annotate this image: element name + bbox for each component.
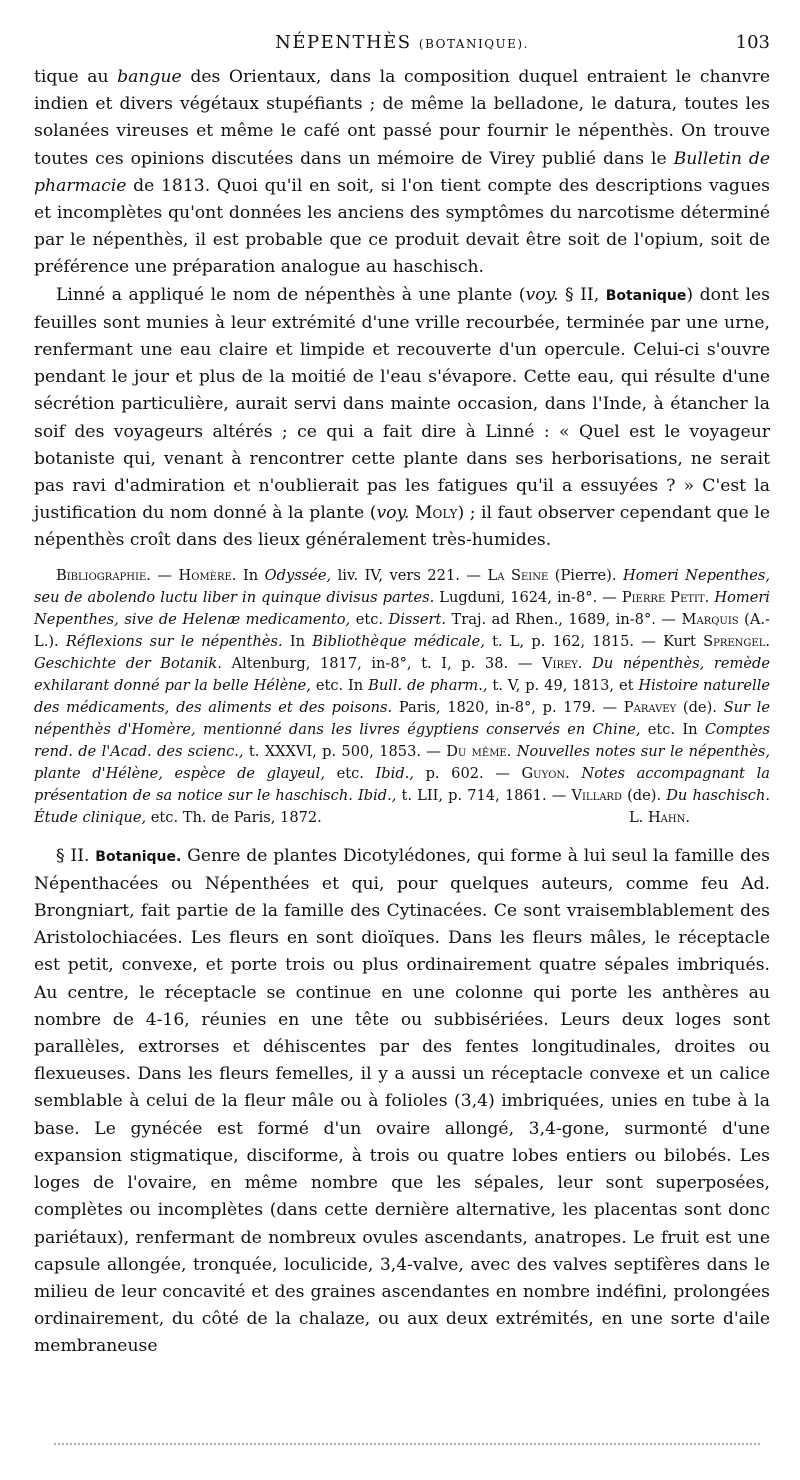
author-name: Virey. [541, 654, 583, 672]
work-title: Du népenthès, remède exhilarant donné par la belle Hélène, [34, 654, 770, 694]
paragraph-1 [34, 64, 770, 282]
work-title: Notes accompagnant la présentation de sa notice sur le haschisch. Ibid., [34, 764, 770, 804]
section-number: § II. [56, 845, 96, 866]
work-title: Sur le népenthès d'Homère, mentionné dans les livres égyptiens conservés en Chine, [34, 698, 770, 738]
text-run: ) dont les feuilles sont munies à leur extrémité d'une vrille recourbée, terminée par une urne, renfermant une eau claire et limpide et recouverte d'un opercule. Celui-ci s'ouvre pendant le jour et plus de la moitié de l'eau s'évapore. Cette eau, qui résulte d'une sécrétion particulière, aurait servi dans mainte occasion, dans l'Inde, à étancher la soif des voyageurs altérés ; ce qui a fait dire à Linné : « Quel est le voyageur botaniste qui, venant à rencontrer cette plante dans ses herborisations, ne serait pas ravi d'admiration et n'oublierait pas les fatigues qu'il a essuyées ? » C'est la justification du nom donné à la plante ( [34, 284, 770, 524]
text-run: (Pierre). [548, 566, 624, 584]
text-run [570, 765, 582, 782]
text-run: t. L, p. 162, 1815. — Kurt [484, 632, 704, 650]
text-run: (A.-L.). [34, 610, 770, 650]
text-run: (de). [676, 698, 724, 716]
text-run [583, 655, 593, 672]
page-number: 103 [735, 32, 770, 53]
work-title: Odyssée, [264, 566, 332, 584]
text-run: t. LII, p. 714, 1861. — [396, 786, 572, 804]
text-run: Linné a appliqué le nom de népenthès à une plante ( [56, 284, 526, 305]
section-botanique [34, 843, 770, 1361]
section-reference: Botanique [605, 287, 687, 304]
author-name: La Seine [487, 566, 549, 584]
work-title: Comptes rend. de l'Acad. des scienc., [34, 720, 770, 760]
work-title: Dissert. [388, 610, 447, 628]
text-run: Traj. ad Rhen., 1689, in-8°. — [446, 610, 682, 628]
document-page [34, 0, 770, 1480]
header-title: NÉPENTHÈS [275, 32, 412, 53]
work-title: Homeri Nepenthes, seu de abolendo luctu liber in quinque divisus partes. [34, 566, 770, 606]
work-title: Homeri Nepenthes, sive de Helenæ medicamento, [34, 588, 770, 628]
text-run: Lugduni, 1624, in-8°. — [434, 588, 622, 606]
text-run: des Orientaux, dans la composition duquel entraient le chanvre indien et divers végétaux stupéfiants ; de même la belladone, le datura, toutes les solanées vireuses et même le café ont passé pour fournir le népenthès. On trouve toutes ces opinions discutées dans un mémoire de Virey publié dans le [34, 67, 770, 169]
paragraph-2 [34, 282, 770, 555]
work-title: Nouvelles notes sur le népenthès, plante d'Hélène, espèce de glayeul, [34, 742, 771, 782]
text-run: — [150, 566, 179, 584]
text-run: etc. In [640, 720, 705, 738]
text-run: t. V, p. 49, 1813, et [487, 676, 639, 694]
italic-run: voy. [376, 503, 410, 524]
author-name: Marquis [681, 610, 739, 628]
text-run: In [236, 566, 265, 584]
author-name: Pierre Petit. [621, 588, 710, 606]
running-title [34, 32, 770, 53]
smallcaps-run: Moly [414, 503, 458, 524]
work-title: Ibid., [375, 764, 414, 782]
text-run: Paris, 1820, in-8°, p. 179. — [392, 698, 624, 716]
author-name: Villard [571, 786, 622, 804]
text-run: etc. [324, 764, 376, 782]
footer-dotted-rule [54, 1443, 760, 1445]
text-run: tique au [34, 67, 118, 87]
text-run: etc. In [310, 676, 369, 694]
work-title: Du haschisch. Étude clinique, [34, 786, 770, 826]
author-name: Homère. [178, 566, 237, 584]
article-author-signature: L. Hahn. [628, 808, 690, 826]
running-header [34, 32, 770, 58]
author-name: Du même. [446, 742, 512, 760]
text-run: etc. [350, 610, 389, 628]
body-text [34, 64, 770, 1361]
italic-run: voy. [525, 284, 559, 305]
header-subtitle: (BOTANIQUE). [418, 37, 529, 51]
section-heading: Botanique. [95, 848, 182, 865]
work-title: Histoire naturelle des médicaments, des aliments et des poisons. [34, 676, 770, 716]
text-run: In [282, 632, 313, 650]
bibliography [34, 565, 770, 829]
italic-run: Bulletin de pharmacie [34, 148, 770, 196]
text-run: p. 602. — [413, 764, 522, 782]
text-run: liv. IV, vers 221. — [331, 566, 488, 584]
text-run: ) ; il faut observer cependant que le népenthès croît dans des lieux généralement très-humides. [34, 503, 770, 551]
text-run: de 1813. Quoi qu'il en soit, si l'on tient compte des descriptions vagues et incomplètes qu'ont données les anciens des symptômes du narcotisme déterminé par le népenthès, il est probable que ce produit devait être soit de l'opium, soit de préférence une préparation analogue au haschisch. [34, 175, 770, 278]
text-run: Altenburg, 1817, in-8°, t. I, p. 38. — [221, 654, 542, 672]
author-name: Paravey [623, 698, 677, 716]
text-run: (de). [621, 786, 667, 804]
author-name: Guyon. [521, 764, 570, 782]
work-title: Bibliothèque médicale, [312, 632, 485, 650]
work-title: Bull. de pharm., [368, 676, 488, 694]
italic-run: bangue [117, 67, 182, 87]
text-run: etc. Th. de Paris, 1872. [146, 808, 322, 826]
bibliography-label: Bibliographie. [56, 566, 151, 584]
text-run: t. XXXVI, p. 500, 1853. — [243, 742, 447, 760]
text-run: § II, [558, 284, 606, 305]
text-run: Genre de plantes Dicotylédones, qui forme à lui seul la famille des Népenthacées ou Népenthées et qui, pour quelques auteurs, comme feu Ad. Brongniart, fait partie de la famille des Cytinacées. Ce sont vraisemblablement des Aristolochiacées. Les fleurs en sont dioïques. Dans les fleurs mâles, le réceptacle est petit, convexe, et porte trois ou plus ordinairement quatre sépales imbriqués. Au centre, le réceptacle se continue en une colonne qui porte les anthères au nombre de 4-16, réunies en une tête ou subbisériées. Leurs deux loges sont parallèles, extrorses et déhiscentes par des fentes longitudinales, droites ou flexueuses. Dans les fleurs femelles, il y a aussi un réceptacle convexe et un calice semblable à celui de la fleur mâle ou à folioles (3,4) imbriquées, unies en tube à la base. Le gynécée est formé d'un ovaire allongé, 3,4-gone, surmonté d'une expansion stigmatique, disciforme, à trois ou quatre lobes entiers ou bilobés. Les loges de l'ovaire, en même nombre que les sépales, leur sont superposées, complètes ou incomplètes (dans cette dernière alternative, les placentas sont donc pariétaux), renfermant de nombreux ovules ascendants, anatropes. Le fruit est une capsule allongée, tronquée, loculicide, 3,4-valve, avec des valves septifères dans le milieu de leur concavité et des graines ascendantes en nombre indéfini, prolongées ordinairement, du côté de la chalaze, ou aux deux extrémités, en une sorte d'aile membraneuse [34, 845, 770, 1357]
author-name: Sprengel. [703, 632, 770, 650]
work-title: Réflexions sur le népenthès. [65, 632, 283, 650]
work-title: Geschichte der Botanik. [34, 654, 222, 672]
